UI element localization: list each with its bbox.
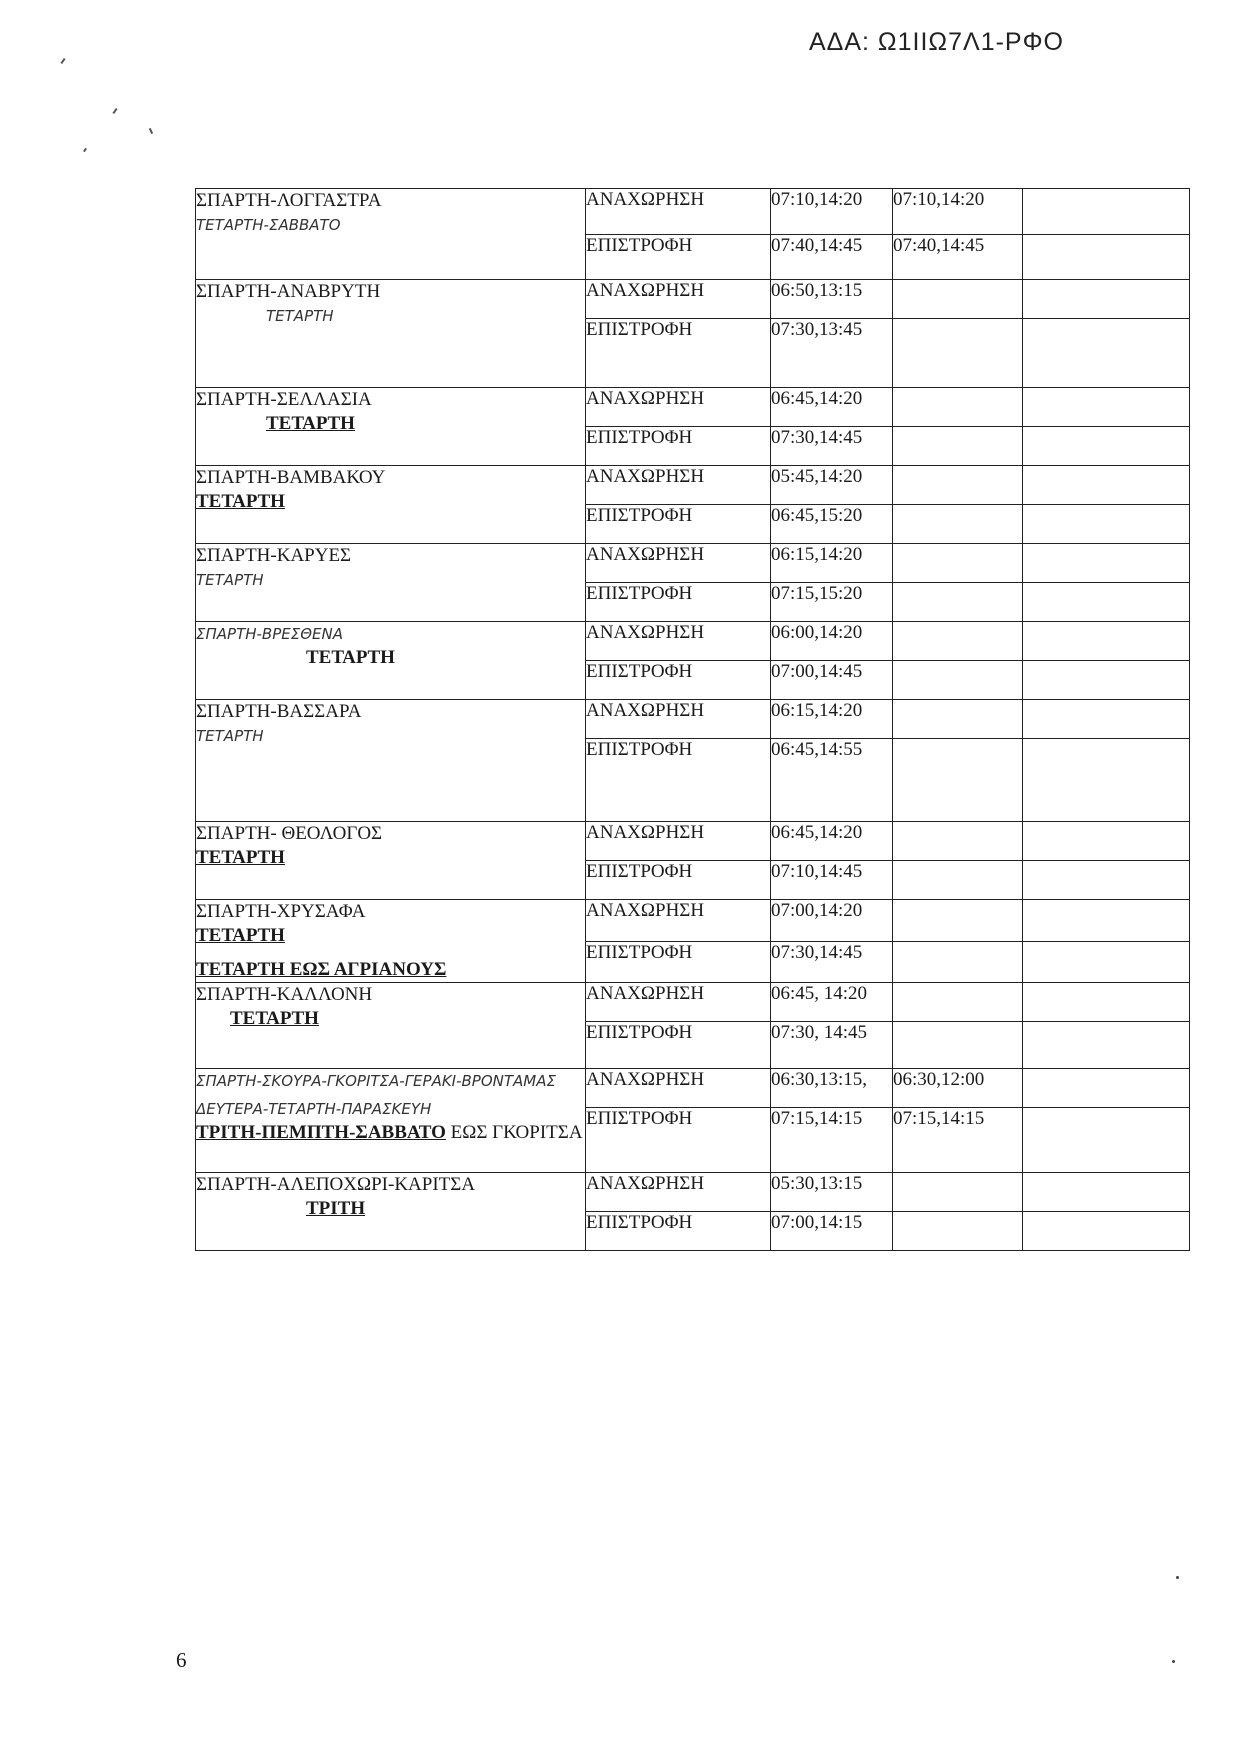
return-label: ΕΠΙΣΤΡΟΦΗ (586, 505, 771, 544)
route-days: ΤΕΤΑΡΤΗ (196, 491, 285, 512)
scan-dot (1172, 1660, 1175, 1663)
route-days: ΤΕΤΑΡΤΗ (266, 307, 334, 325)
empty-cell (1023, 1173, 1190, 1212)
route-name: ΣΠΑΡΤΗ-ΑΝΑΒΡΥΤΗ (196, 281, 381, 302)
return-time: 07:15,15:20 (771, 583, 893, 622)
table-row (196, 466, 1190, 505)
table-row (196, 622, 1190, 661)
table-row (196, 1173, 1190, 1212)
empty-cell (1023, 661, 1190, 700)
route-days: ΤΕΤΑΡΤΗ-ΣΑΒΒΑΤΟ (196, 216, 341, 234)
departure-time: 06:45, 14:20 (771, 983, 893, 1022)
empty-cell (1023, 1022, 1190, 1069)
empty-cell (1023, 739, 1190, 822)
route-days: ΤΡΙΤΗ (306, 1198, 366, 1219)
return-time: 07:00,14:15 (771, 1212, 893, 1251)
return-time: 06:45,15:20 (771, 505, 893, 544)
empty-cell (893, 1173, 1023, 1212)
table-row (196, 189, 1190, 235)
empty-cell (1023, 280, 1190, 319)
return-time: 07:30,13:45 (771, 319, 893, 388)
table-row (196, 388, 1190, 427)
empty-cell (893, 319, 1023, 388)
departure-time: 05:45,14:20 (771, 466, 893, 505)
departure-time-2: 06:30,12:00 (893, 1069, 1023, 1108)
departure-label: ΑΝΑΧΩΡΗΣΗ (586, 1173, 771, 1212)
departure-label: ΑΝΑΧΩΡΗΣΗ (586, 822, 771, 861)
route-name: ΣΠΑΡΤΗ-ΚΑΛΛΟΝΗ (196, 984, 373, 1005)
empty-cell (893, 544, 1023, 583)
route-days: ΤΕΤΑΡΤΗ (196, 571, 264, 589)
departure-time: 07:10,14:20 (771, 189, 893, 235)
routes-table (195, 188, 1190, 1251)
return-label: ΕΠΙΣΤΡΟΦΗ (586, 1212, 771, 1251)
return-label: ΕΠΙΣΤΡΟΦΗ (586, 234, 771, 280)
empty-cell (1023, 544, 1190, 583)
empty-cell (893, 900, 1023, 942)
empty-cell (1023, 234, 1190, 280)
route-cell (196, 388, 586, 466)
empty-cell (1023, 1212, 1190, 1251)
empty-cell (893, 280, 1023, 319)
route-cell (196, 983, 586, 1069)
empty-cell (893, 388, 1023, 427)
departure-time: 06:15,14:20 (771, 700, 893, 739)
departure-label: ΑΝΑΧΩΡΗΣΗ (586, 189, 771, 235)
departure-time: 06:50,13:15 (771, 280, 893, 319)
empty-cell (1023, 189, 1190, 235)
return-time: 07:40,14:45 (771, 234, 893, 280)
table-row (196, 280, 1190, 319)
table-row (196, 900, 1190, 942)
empty-cell (1023, 583, 1190, 622)
empty-cell (1023, 466, 1190, 505)
route-name: ΣΠΑΡΤΗ-ΣΚΟΥΡΑ-ΓΚΟΡΙΤΣΑ-ΓΕΡΑΚΙ-ΒΡΟΝΤΑΜΑΣ (196, 1072, 556, 1090)
empty-cell (1023, 505, 1190, 544)
route-cell (196, 189, 586, 280)
return-label: ΕΠΙΣΤΡΟΦΗ (586, 1022, 771, 1069)
route-cell (196, 280, 586, 388)
ada-code: ΑΔΑ: Ω1ΙΙΩ7Λ1-ΡΦΟ (808, 28, 1064, 56)
departure-label: ΑΝΑΧΩΡΗΣΗ (586, 466, 771, 505)
return-label: ΕΠΙΣΤΡΟΦΗ (586, 941, 771, 983)
route-cell (196, 622, 586, 700)
return-time: 07:00,14:45 (771, 661, 893, 700)
empty-cell (1023, 427, 1190, 466)
departure-time-2: 07:10,14:20 (893, 189, 1023, 235)
departure-time: 06:45,14:20 (771, 822, 893, 861)
empty-cell (893, 505, 1023, 544)
route-name: ΣΠΑΡΤΗ-ΧΡΥΣΑΦΑ (196, 901, 366, 922)
return-label: ΕΠΙΣΤΡΟΦΗ (586, 661, 771, 700)
return-label: ΕΠΙΣΤΡΟΦΗ (586, 739, 771, 822)
route-cell (196, 466, 586, 544)
departure-time: 07:00,14:20 (771, 900, 893, 942)
empty-cell (893, 427, 1023, 466)
empty-cell (1023, 861, 1190, 900)
return-label: ΕΠΙΣΤΡΟΦΗ (586, 427, 771, 466)
table-row (196, 983, 1190, 1022)
route-days: ΤΕΤΑΡΤΗ (266, 413, 355, 434)
departure-label: ΑΝΑΧΩΡΗΣΗ (586, 388, 771, 427)
empty-cell (893, 941, 1023, 983)
route-cell (196, 1173, 586, 1251)
table-row (196, 544, 1190, 583)
departure-label: ΑΝΑΧΩΡΗΣΗ (586, 622, 771, 661)
route-cell (196, 1069, 586, 1173)
return-time: 06:45,14:55 (771, 739, 893, 822)
empty-cell (893, 1022, 1023, 1069)
departure-label: ΑΝΑΧΩΡΗΣΗ (586, 900, 771, 942)
return-label: ΕΠΙΣΤΡΟΦΗ (586, 583, 771, 622)
departure-label: ΑΝΑΧΩΡΗΣΗ (586, 700, 771, 739)
route-name: ΣΠΑΡΤΗ-ΒΑΜΒΑΚΟΥ (196, 467, 386, 488)
empty-cell (893, 983, 1023, 1022)
route-cell (196, 700, 586, 822)
departure-time: 06:45,14:20 (771, 388, 893, 427)
route-days: ΤΕΤΑΡΤΗ (196, 847, 285, 868)
route-note: ΤΕΤΑΡΤΗ ΕΩΣ ΑΓΡΙΑΝΟΥΣ (196, 959, 447, 980)
scan-speck (112, 108, 117, 114)
departure-label: ΑΝΑΧΩΡΗΣΗ (586, 983, 771, 1022)
departure-label: ΑΝΑΧΩΡΗΣΗ (586, 280, 771, 319)
page-number: 6 (176, 1648, 187, 1672)
route-name: ΣΠΑΡΤΗ-ΣΕΛΛΑΣΙΑ (196, 389, 372, 410)
route-name: ΣΠΑΡΤΗ-ΑΛΕΠΟΧΩΡΙ-ΚΑΡΙΤΣΑ (196, 1174, 476, 1195)
empty-cell (893, 466, 1023, 505)
empty-cell (1023, 941, 1190, 983)
departure-time: 05:30,13:15 (771, 1173, 893, 1212)
return-time: 07:30,14:45 (771, 941, 893, 983)
empty-cell (1023, 319, 1190, 388)
return-time: 07:30,14:45 (771, 427, 893, 466)
empty-cell (1023, 1069, 1190, 1108)
return-time-2: 07:15,14:15 (893, 1108, 1023, 1173)
empty-cell (1023, 983, 1190, 1022)
departure-time: 06:30,13:15, (771, 1069, 893, 1108)
empty-cell (1023, 700, 1190, 739)
route-name: ΣΠΑΡΤΗ-ΒΑΣΣΑΡΑ (196, 701, 362, 722)
departure-time: 06:15,14:20 (771, 544, 893, 583)
empty-cell (893, 661, 1023, 700)
return-time: 07:10,14:45 (771, 861, 893, 900)
empty-cell (1023, 622, 1190, 661)
empty-cell (1023, 822, 1190, 861)
route-name: ΣΠΑΡΤΗ-ΚΑΡΥΕΣ (196, 545, 352, 566)
empty-cell (893, 583, 1023, 622)
scan-dot (1176, 1576, 1179, 1579)
departure-label: ΑΝΑΧΩΡΗΣΗ (586, 1069, 771, 1108)
route-days: ΤΕΤΑΡΤΗ (196, 925, 285, 946)
empty-cell (893, 739, 1023, 822)
return-label: ΕΠΙΣΤΡΟΦΗ (586, 861, 771, 900)
route-days: ΤΕΤΑΡΤΗ (196, 727, 264, 745)
route-name: ΣΠΑΡΤΗ- ΘΕΟΛΟΓΟΣ (196, 823, 383, 844)
return-label: ΕΠΙΣΤΡΟΦΗ (586, 319, 771, 388)
scan-speck (149, 128, 153, 134)
route-days: ΤΕΤΑΡΤΗ (306, 647, 395, 668)
route-days-2: ΤΡΙΤΗ-ΠΕΜΠΤΗ-ΣΑΒΒΑΤΟ (196, 1122, 446, 1143)
scan-speck (60, 58, 65, 64)
route-name: ΣΠΑΡΤΗ-ΛΟΓΓΑΣΤΡΑ (196, 190, 382, 211)
route-days: ΤΕΤΑΡΤΗ (230, 1008, 319, 1029)
route-cell (196, 900, 586, 983)
departure-label: ΑΝΑΧΩΡΗΣΗ (586, 544, 771, 583)
route-name: ΣΠΑΡΤΗ-ΒΡΕΣΘΕΝΑ (196, 625, 343, 643)
empty-cell (893, 861, 1023, 900)
empty-cell (893, 622, 1023, 661)
empty-cell (893, 700, 1023, 739)
empty-cell (1023, 900, 1190, 942)
route-days-2-suffix: ΕΩΣ ΓΚΟΡΙΤΣΑ (445, 1122, 583, 1143)
return-time: 07:30, 14:45 (771, 1022, 893, 1069)
table-row (196, 700, 1190, 739)
empty-cell (1023, 1108, 1190, 1173)
scan-speck (83, 148, 87, 152)
return-time-2: 07:40,14:45 (893, 234, 1023, 280)
route-days: ΔΕΥΤΕΡΑ-ΤΕΤΑΡΤΗ-ΠΑΡΑΣΚΕΥΗ (196, 1100, 432, 1118)
route-cell (196, 544, 586, 622)
return-time: 07:15,14:15 (771, 1108, 893, 1173)
table-row (196, 822, 1190, 861)
empty-cell (893, 1212, 1023, 1251)
table-row (196, 1069, 1190, 1108)
empty-cell (893, 822, 1023, 861)
route-cell (196, 822, 586, 900)
empty-cell (1023, 388, 1190, 427)
return-label: ΕΠΙΣΤΡΟΦΗ (586, 1108, 771, 1173)
departure-time: 06:00,14:20 (771, 622, 893, 661)
